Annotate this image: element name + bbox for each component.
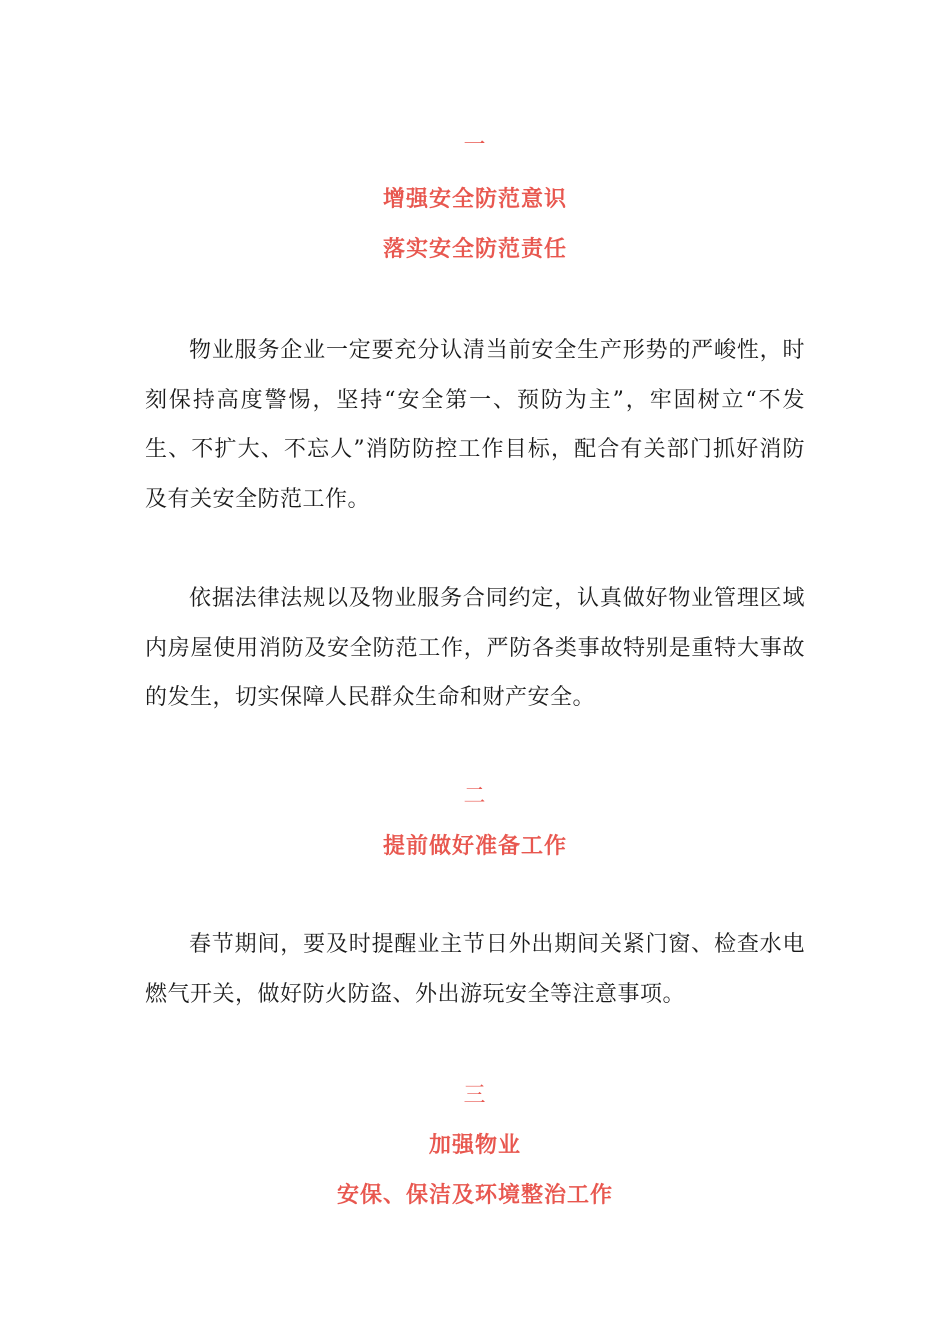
section-3-title-line-1: 加强物业 [428,1133,521,1158]
section-1-paragraph-1: 物业服务企业一定要充分认清当前安全生产形势的严峻性，时刻保持高度警惕，坚持“安全第一、预防为主”，牢固树立“不发生、不扩大、不忘人”消防防控工作目标，配合有关部门抓好消防及有关安全防范工作。 [145,338,805,512]
section-1-paragraph-2: 依据法律法规以及物业服务合同约定，认真做好物业管理区域内房屋使用消防及安全防范工作，严防各类事故特别是重特大事故的发生，切实保障人民群众生命和财产安全。 [145,586,805,710]
section-3-number: 三 [463,1083,487,1108]
section-1-title-line-2: 落实安全防范责任 [382,237,567,262]
section-2-number: 二 [463,784,487,809]
section-2-paragraph-1: 春节期间，要及时提醒业主节日外出期间关紧门窗、检查水电燃气开关，做好防火防盗、外出游玩安全等注意事项。 [145,932,805,1007]
section-3-title-line-2: 安保、保洁及环境整治工作 [336,1183,613,1208]
section-2-title: 提前做好准备工作 [382,834,567,859]
section-1-title-line-1: 增强安全防范意识 [382,187,567,212]
section-1-number: 一 [463,133,487,158]
